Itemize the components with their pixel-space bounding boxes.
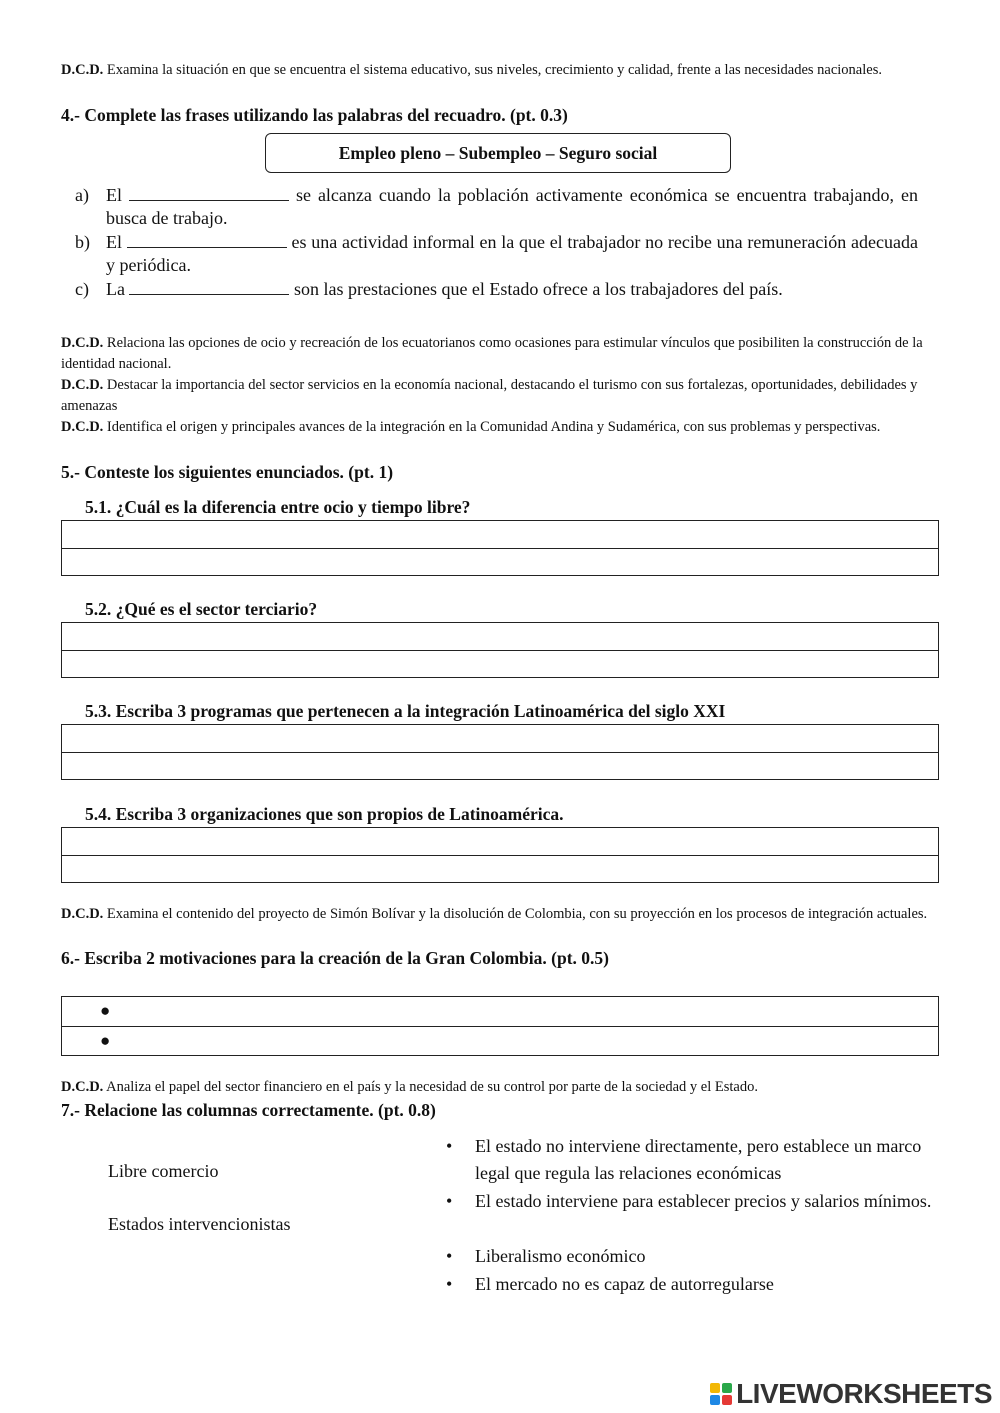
answer-line[interactable] xyxy=(62,650,938,677)
dcd-5 xyxy=(61,904,941,925)
fill-item-a xyxy=(0,184,1000,234)
item-prefix: El xyxy=(106,185,122,205)
answer-line[interactable] xyxy=(62,855,938,882)
bullet-icon: • xyxy=(446,1246,453,1266)
dcd-text: Examina la situación en que se encuentra el sistema educativo, sus niveles, crecimiento y calidad, frente a las necesidades nacionales. xyxy=(103,62,882,78)
question-5-4: 5.4. Escriba 3 organizaciones que son propios de Latinoamérica. xyxy=(85,804,564,824)
answer-box-5-3 xyxy=(61,724,939,780)
logo-square xyxy=(722,1383,732,1393)
answer-line[interactable] xyxy=(62,548,938,575)
answer-box-5-1 xyxy=(61,520,939,576)
question-7-title: 7.- Relacione las columnas correctamente. (pt. 0.8) xyxy=(61,1100,436,1120)
item-label: b) xyxy=(75,232,90,252)
dcd-label: D.C.D. xyxy=(61,1079,104,1095)
logo-square xyxy=(710,1383,720,1393)
question-4-title: 4.- Complete las frases utilizando las palabras del recuadro. (pt. 0.3) xyxy=(61,105,568,125)
blank-input-c[interactable] xyxy=(129,278,289,295)
answer-line[interactable] xyxy=(62,521,938,548)
left-column-item-1[interactable]: Libre comercio xyxy=(108,1161,219,1181)
right-column-item-3[interactable]: Liberalismo económico xyxy=(475,1246,646,1266)
dcd-3 xyxy=(61,375,941,417)
logo-text: LIVEWORKSHEETS xyxy=(736,1378,992,1409)
dcd-text: Relaciona las opciones de ocio y recreación de los ecuatorianos como ocasiones para estimular vínculos que posibiliten la construcción de la identidad nacional. xyxy=(61,335,923,372)
answer-line[interactable] xyxy=(62,725,938,752)
word-box: Empleo pleno – Subempleo – Seguro social xyxy=(265,133,731,173)
dcd-text: Examina el contenido del proyecto de Simón Bolívar y la disolución de Colombia, con su proyección en los procesos de integración actuales. xyxy=(103,906,928,922)
item-suffix: es una actividad informal en la que el trabajador no recibe una remuneración adecuada y periódica. xyxy=(106,232,919,275)
item-suffix: son las prestaciones que el Estado ofrece a los trabajadores del país. xyxy=(289,279,783,299)
bullet-icon: • xyxy=(446,1136,453,1156)
dcd-text: Identifica el origen y principales avances de la integración en la Comunidad Andina y Sudamérica, con sus problemas y perspectivas. xyxy=(103,419,881,435)
answer-box-5-4 xyxy=(61,827,939,883)
answer-line[interactable] xyxy=(62,623,938,650)
question-5-title: 5.- Conteste los siguientes enunciados. (pt. 1) xyxy=(61,462,394,482)
liveworksheets-logo xyxy=(710,1378,992,1410)
dcd-2 xyxy=(61,333,941,375)
right-column-item-1[interactable]: El estado no interviene directamente, pero establece un marco legal que regula las relaciones económicas xyxy=(475,1136,922,1183)
fill-item-c xyxy=(0,278,1000,308)
blank-input-b[interactable] xyxy=(127,231,287,248)
item-text xyxy=(106,231,918,277)
logo-square xyxy=(722,1395,732,1405)
bullet-icon: • xyxy=(446,1274,453,1294)
question-5-2: 5.2. ¿Qué es el sector terciario? xyxy=(85,599,318,619)
question-5-3: 5.3. Escriba 3 programas que pertenecen a la integración Latinoamérica del siglo XXI xyxy=(85,701,726,721)
item-prefix: La xyxy=(106,279,125,299)
item-prefix: El xyxy=(106,232,122,252)
item-text xyxy=(106,278,918,301)
dcd-6 xyxy=(61,1077,941,1098)
left-column-item-2[interactable]: Estados intervencionistas xyxy=(108,1214,291,1234)
dcd-label: D.C.D. xyxy=(61,906,104,922)
dcd-label: D.C.D. xyxy=(61,335,104,351)
dcd-label: D.C.D. xyxy=(61,62,104,78)
bullet-icon: • xyxy=(446,1191,453,1211)
answer-box-5-2 xyxy=(61,622,939,678)
item-label: c) xyxy=(75,279,89,299)
answer-box-6 xyxy=(61,996,939,1056)
question-6-title: 6.- Escriba 2 motivaciones para la creación de la Gran Colombia. (pt. 0.5) xyxy=(61,948,609,968)
dcd-label: D.C.D. xyxy=(61,419,104,435)
right-column-item-2[interactable]: El estado interviene para establecer precios y salarios mínimos. xyxy=(475,1191,932,1211)
logo-grid-icon xyxy=(710,1383,732,1405)
item-label: a) xyxy=(75,185,89,205)
dcd-4 xyxy=(61,417,941,438)
dcd-text: Analiza el papel del sector financiero en el país y la necesidad de su control por parte de la sociedad y el Estado. xyxy=(103,1079,758,1095)
bullet-answer-line[interactable] xyxy=(62,1026,938,1055)
fill-item-b xyxy=(0,231,1000,281)
bullet-answer-line[interactable] xyxy=(62,997,938,1026)
item-suffix: se alcanza cuando la población activamente económica se encuentra trabajando, en busca de trabajo. xyxy=(106,185,918,228)
blank-input-a[interactable] xyxy=(129,184,289,201)
answer-line[interactable] xyxy=(62,828,938,855)
item-text xyxy=(106,184,918,230)
dcd-label: D.C.D. xyxy=(61,377,104,393)
bullet-icon: ● xyxy=(100,1031,111,1050)
dcd-text: Destacar la importancia del sector servicios en la economía nacional, destacando el turismo con sus fortalezas, oportunidades, debilidades y amenazas xyxy=(61,377,918,414)
question-5-1: 5.1. ¿Cuál es la diferencia entre ocio y tiempo libre? xyxy=(85,497,471,517)
right-column-item-4[interactable]: El mercado no es capaz de autorregularse xyxy=(475,1274,774,1294)
bullet-icon: ● xyxy=(100,1001,111,1020)
dcd-1 xyxy=(61,60,941,81)
answer-line[interactable] xyxy=(62,752,938,779)
logo-square xyxy=(710,1395,720,1405)
